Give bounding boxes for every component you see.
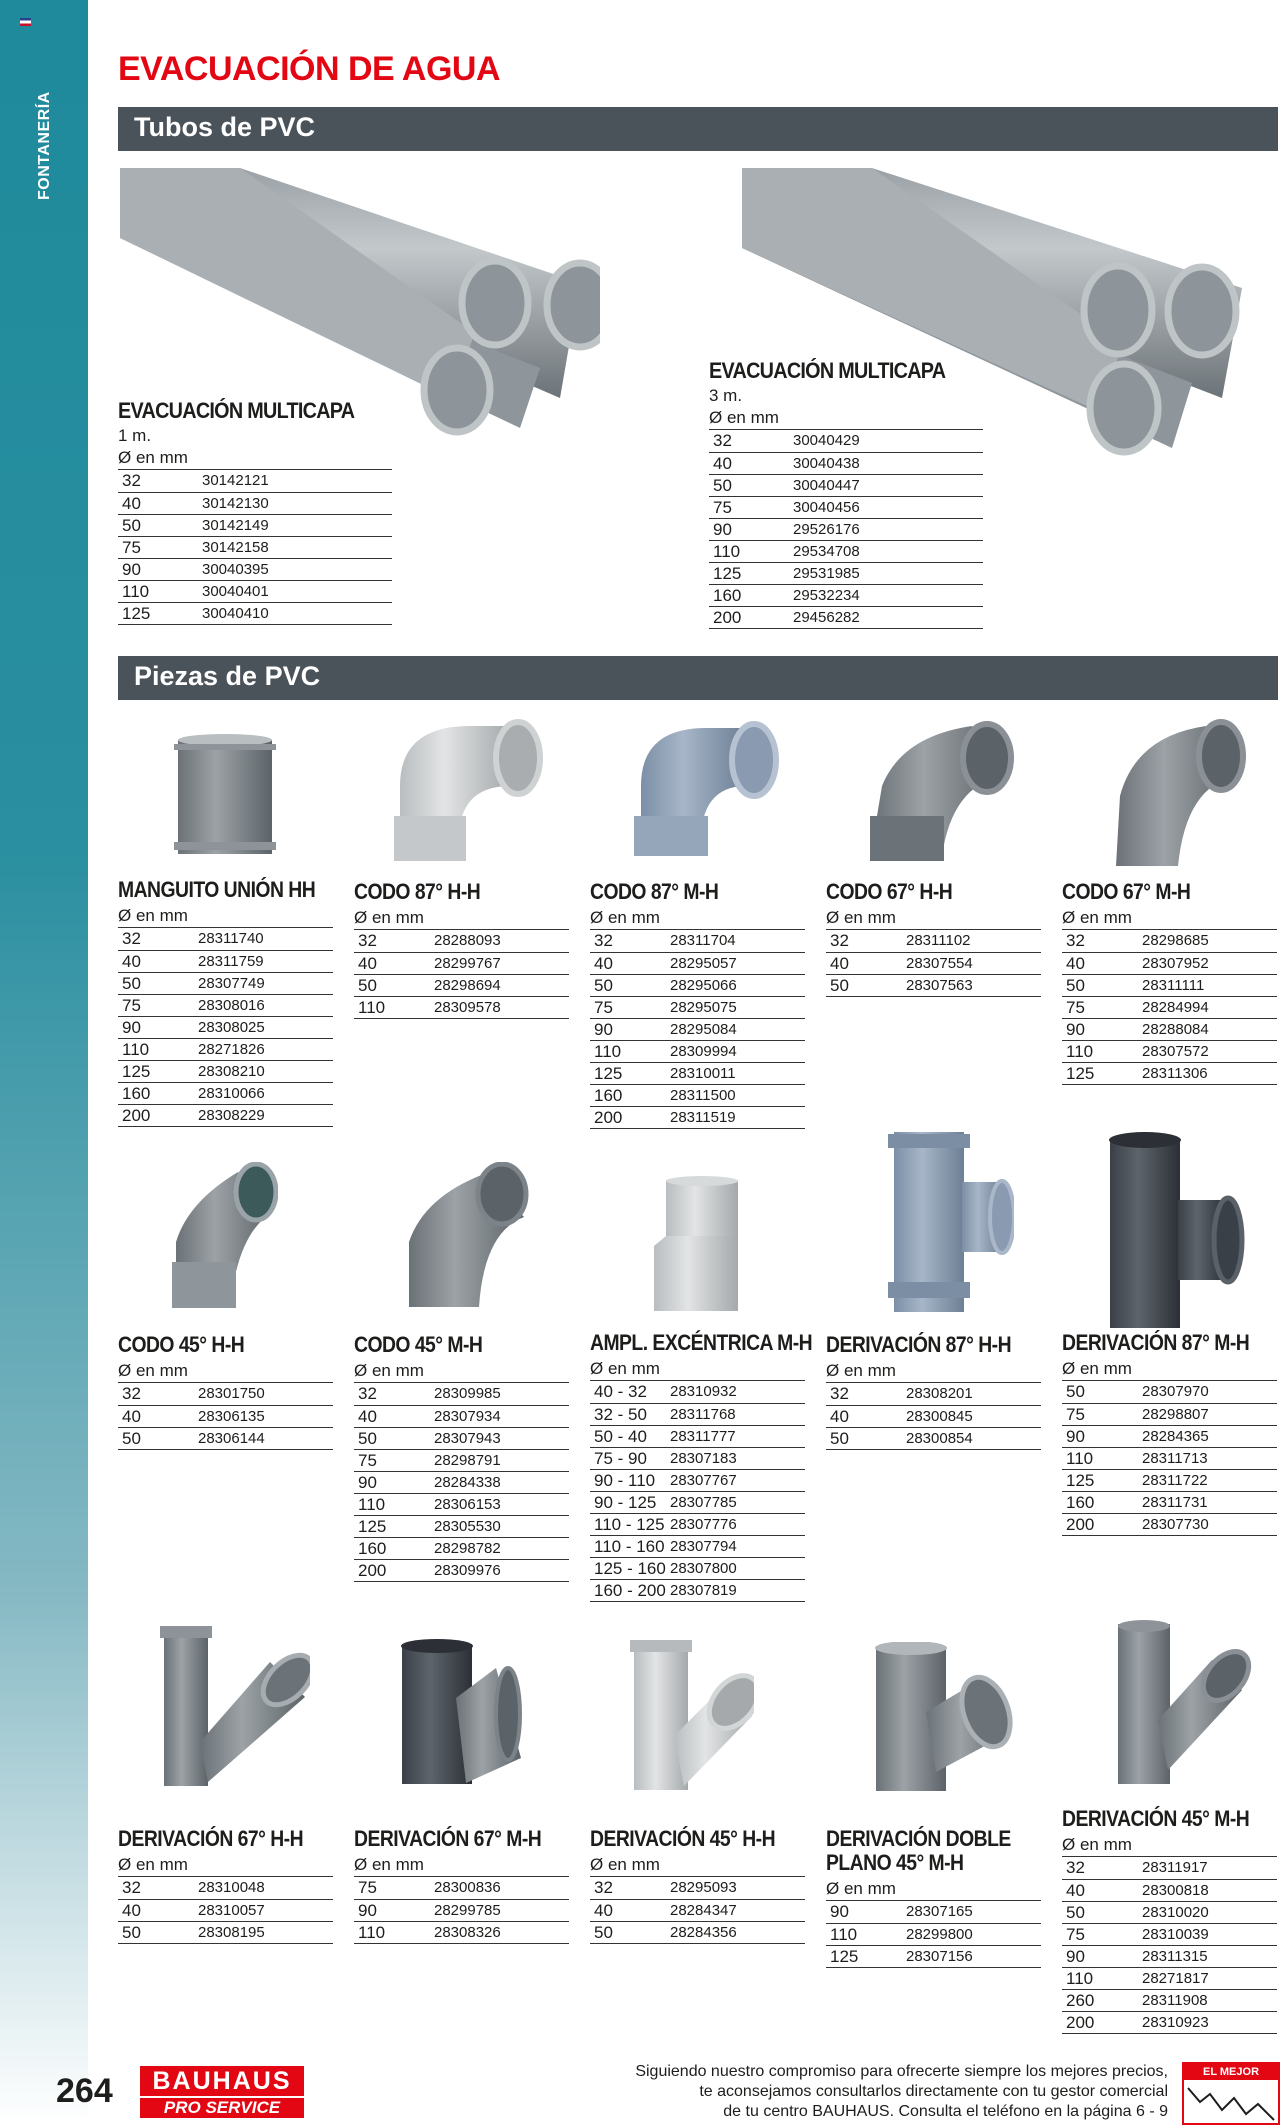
product-title: CODO 67° H-H: [826, 879, 953, 904]
manguito-union-image: [170, 732, 280, 862]
table-row: 110 28271826: [118, 1038, 333, 1060]
table-row: 32 28311102: [826, 930, 1041, 952]
product-codo-67-hh: [826, 880, 1041, 997]
pipe-title: EVACUACIÓN MULTICAPA: [118, 398, 355, 423]
diameter-label: Ø en mm: [826, 1879, 1041, 1901]
pipe-block-3m: [709, 358, 983, 629]
product-code-table: [826, 1901, 1041, 1968]
product-code-table: [590, 930, 805, 1129]
table-row: 90 29526176: [709, 518, 983, 540]
product-title: CODO 45° M-H: [354, 1332, 483, 1357]
table-row: 40 28307952: [1062, 952, 1277, 974]
table-row: 32 28311704: [590, 930, 805, 952]
table-row: 50 28307943: [354, 1427, 569, 1449]
section-bar-tubes: Tubos de PVC: [118, 107, 1278, 151]
table-row: 75 30040456: [709, 496, 983, 518]
product-title: CODO 87° H-H: [354, 879, 481, 904]
table-row: 90 28288084: [1062, 1018, 1277, 1040]
table-row: 50 28300854: [826, 1427, 1041, 1449]
table-row: 32 28301750: [118, 1383, 333, 1405]
derivacion-doble-plano-image: [866, 1642, 1016, 1792]
table-row: 50 28306144: [118, 1427, 333, 1449]
price-chart-icon: [1184, 2080, 1278, 2123]
table-row: 200 28310923: [1062, 2011, 1277, 2033]
diameter-label: Ø en mm: [118, 1855, 333, 1877]
product-derivacion-45-hh: [590, 1827, 805, 1944]
product-code-table: [1062, 930, 1277, 1085]
table-row: 75 28300836: [354, 1877, 569, 1899]
product-title: DERIVACIÓN 87° M-H: [1062, 1330, 1250, 1355]
table-row: 75 28298791: [354, 1449, 569, 1471]
table-row: 160 28311500: [590, 1084, 805, 1106]
footer-disclaimer: [608, 2062, 1168, 2122]
product-derivacion-doble-plano-45-mh: [826, 1827, 1041, 1968]
table-row: 160 - 200 28307819: [590, 1579, 805, 1601]
table-row: 32 28295093: [590, 1877, 805, 1899]
table-row: 90 - 125 28307785: [590, 1491, 805, 1513]
product-manguito-union-hh: [118, 878, 333, 1127]
diameter-label: Ø en mm: [1062, 908, 1277, 930]
table-row: 110 - 160 28307794: [590, 1535, 805, 1557]
diameter-label: Ø en mm: [354, 908, 569, 930]
table-row: 40 28284347: [590, 1899, 805, 1921]
table-row: 110 28308326: [354, 1921, 569, 1943]
table-row: 40 28307934: [354, 1405, 569, 1427]
footer-line-3: de tu centro BAUHAUS. Consulta el teléfono en la página 6 - 9: [723, 2103, 1168, 2120]
table-row: 50 28298694: [354, 974, 569, 996]
footer-line-1: Siguiendo nuestro compromiso para ofrecerte siempre los mejores precios,: [635, 2063, 1168, 2080]
pipe-title: EVACUACIÓN MULTICAPA: [709, 358, 946, 383]
diameter-label: Ø en mm: [354, 1855, 569, 1877]
product-title: CODO 87° M-H: [590, 879, 719, 904]
table-row: 110 28306153: [354, 1493, 569, 1515]
product-title: DERIVACIÓN 45° M-H: [1062, 1806, 1250, 1831]
diameter-label: Ø en mm: [1062, 1359, 1277, 1381]
diameter-label: Ø en mm: [118, 906, 333, 928]
logo-bottom: PRO SERVICE: [140, 2098, 304, 2118]
codo-67-mh-image: [1106, 716, 1246, 871]
derivacion-45-mh-image: [1112, 1620, 1252, 1790]
table-row: 125 28305530: [354, 1515, 569, 1537]
table-row: 40 28307554: [826, 952, 1041, 974]
table-row: 110 30040401: [118, 580, 392, 602]
table-row: 50 28307563: [826, 974, 1041, 996]
table-row: 40 30142130: [118, 492, 392, 514]
product-title: DERIVACIÓN 67° H-H: [118, 1826, 304, 1851]
table-row: 90 28299785: [354, 1899, 569, 1921]
table-row: 110 28271817: [1062, 1967, 1277, 1989]
table-row: 110 29534708: [709, 540, 983, 562]
diameter-label: Ø en mm: [118, 448, 392, 470]
table-row: 75 28295075: [590, 996, 805, 1018]
table-row: 50 28308195: [118, 1921, 333, 1943]
table-row: 110 - 125 28307776: [590, 1513, 805, 1535]
table-row: 40 28300818: [1062, 1879, 1277, 1901]
table-row: 50 28307749: [118, 972, 333, 994]
codo-45-mh-image: [404, 1162, 534, 1312]
table-row: 40 28311759: [118, 950, 333, 972]
table-row: 75 28284994: [1062, 996, 1277, 1018]
table-row: 40 30040438: [709, 452, 983, 474]
product-title: CODO 45° H-H: [118, 1332, 245, 1357]
table-row: 110 28309578: [354, 996, 569, 1018]
table-row: 200 28311519: [590, 1106, 805, 1128]
product-codo-45-hh: [118, 1333, 333, 1450]
product-title: CODO 67° M-H: [1062, 879, 1191, 904]
table-row: 40 28310057: [118, 1899, 333, 1921]
table-row: 40 28306135: [118, 1405, 333, 1427]
codo-87-mh-image: [626, 716, 786, 866]
pipe-length: 1 m.: [118, 426, 152, 445]
table-row: 32 28308201: [826, 1383, 1041, 1405]
product-title-line-1: DERIVACIÓN DOBLE: [826, 1826, 1011, 1851]
product-code-table: [354, 930, 569, 1019]
derivacion-67-mh-image: [396, 1638, 526, 1788]
product-code-table: [354, 1877, 569, 1944]
derivacion-67-hh-image: [160, 1622, 310, 1787]
badge-label: EL MEJOR PRECIO: [1184, 2064, 1278, 2080]
product-title-line-2: PLANO 45° M-H: [826, 1850, 964, 1875]
table-row: 125 28311306: [1062, 1062, 1277, 1084]
table-row: 32 28311917: [1062, 1857, 1277, 1879]
product-title: DERIVACIÓN 45° H-H: [590, 1826, 776, 1851]
table-row: 50 30040447: [709, 474, 983, 496]
flag-icon: [20, 18, 31, 26]
table-row: 90 28284365: [1062, 1425, 1277, 1447]
product-title: MANGUITO UNIÓN HH: [118, 877, 316, 902]
diameter-label: Ø en mm: [590, 908, 805, 930]
table-row: 32 28311740: [118, 928, 333, 950]
table-row: 200 28309976: [354, 1559, 569, 1581]
product-code-table: [826, 930, 1041, 997]
product-codo-45-mh: [354, 1333, 569, 1582]
table-row: 40 28295057: [590, 952, 805, 974]
product-code-table: [1062, 1857, 1277, 2034]
table-row: 50 28295066: [590, 974, 805, 996]
product-codo-87-hh: [354, 880, 569, 1019]
product-title: DERIVACIÓN 67° M-H: [354, 1826, 542, 1851]
table-row: 32 28288093: [354, 930, 569, 952]
diameter-label: Ø en mm: [354, 1361, 569, 1383]
page-number: 264: [56, 2072, 113, 2110]
bauhaus-logo: [140, 2066, 304, 2118]
table-row: 90 28284338: [354, 1471, 569, 1493]
table-row: 50 - 40 28311777: [590, 1425, 805, 1447]
table-row: 75 28308016: [118, 994, 333, 1016]
table-row: 90 28307165: [826, 1901, 1041, 1923]
diameter-label: Ø en mm: [590, 1855, 805, 1877]
codo-67-hh-image: [862, 716, 1022, 866]
table-row: 125 29531985: [709, 562, 983, 584]
sidebar: [0, 0, 88, 2125]
table-row: 160 29532234: [709, 584, 983, 606]
table-row: 32 28310048: [118, 1877, 333, 1899]
table-row: 40 - 32 28310932: [590, 1381, 805, 1403]
diameter-label: Ø en mm: [709, 408, 983, 430]
table-row: 75 28298807: [1062, 1403, 1277, 1425]
product-code-table: [118, 928, 333, 1127]
table-row: 40 28299767: [354, 952, 569, 974]
table-row: 75 30142158: [118, 536, 392, 558]
table-row: 32 30040429: [709, 430, 983, 452]
table-row: 125 28307156: [826, 1945, 1041, 1967]
diameter-label: Ø en mm: [826, 1361, 1041, 1383]
logo-top: BAUHAUS: [140, 2066, 304, 2096]
table-row: 50 28307970: [1062, 1381, 1277, 1403]
table-row: 200 29456282: [709, 606, 983, 628]
product-derivacion-45-mh: [1062, 1807, 1277, 2034]
product-code-table: [826, 1383, 1041, 1450]
table-row: 40 28300845: [826, 1405, 1041, 1427]
table-row: 75 - 90 28307183: [590, 1447, 805, 1469]
product-derivacion-87-mh: [1062, 1331, 1277, 1536]
product-codo-67-mh: [1062, 880, 1277, 1085]
product-derivacion-67-hh: [118, 1827, 333, 1944]
product-code-table: [118, 1383, 333, 1450]
derivacion-45-hh-image: [624, 1636, 754, 1796]
product-code-table: [590, 1877, 805, 1944]
pipe-block-1m: [118, 398, 392, 625]
table-row: 50 30142149: [118, 514, 392, 536]
table-row: 90 30040395: [118, 558, 392, 580]
table-row: 125 - 160 28307800: [590, 1557, 805, 1579]
table-row: 32 28298685: [1062, 930, 1277, 952]
table-row: 200 28307730: [1062, 1513, 1277, 1535]
table-row: 75 28310039: [1062, 1923, 1277, 1945]
pipe-code-table-1m: [118, 470, 392, 625]
table-row: 32 30142121: [118, 470, 392, 492]
diameter-label: Ø en mm: [118, 1361, 333, 1383]
ampl-excentrica-image: [652, 1176, 742, 1316]
page-title: EVACUACIÓN DE AGUA: [118, 50, 501, 88]
table-row: 110 28307572: [1062, 1040, 1277, 1062]
section-bar-pieces: Piezas de PVC: [118, 656, 1278, 700]
derivacion-87-mh-image: [1098, 1130, 1248, 1330]
sidebar-label: FONTANERÍA: [36, 91, 53, 200]
table-row: 110 28311713: [1062, 1447, 1277, 1469]
pipe-code-table-3m: [709, 430, 983, 629]
table-row: 125 28311722: [1062, 1469, 1277, 1491]
product-code-table: [590, 1381, 805, 1602]
table-row: 32 - 50 28311768: [590, 1403, 805, 1425]
table-row: 90 - 110 28307767: [590, 1469, 805, 1491]
table-row: 125 28308210: [118, 1060, 333, 1082]
product-code-table: [1062, 1381, 1277, 1536]
table-row: 200 28308229: [118, 1104, 333, 1126]
table-row: 160 28298782: [354, 1537, 569, 1559]
product-code-table: [354, 1383, 569, 1582]
table-row: 90 28311315: [1062, 1945, 1277, 1967]
product-ampl-excentrica-mh: [590, 1330, 813, 1602]
pipe-length: 3 m.: [709, 386, 743, 405]
diameter-label: Ø en mm: [1062, 1835, 1277, 1857]
diameter-label: Ø en mm: [590, 1359, 805, 1381]
table-row: 110 28309994: [590, 1040, 805, 1062]
product-title: DERIVACIÓN 87° H-H: [826, 1332, 1012, 1357]
codo-45-hh-image: [168, 1162, 278, 1312]
table-row: 125 28310011: [590, 1062, 805, 1084]
table-row: 160 28311731: [1062, 1491, 1277, 1513]
product-derivacion-87-hh: [826, 1333, 1041, 1450]
product-title: AMPL. EXCÉNTRICA M-H: [590, 1330, 813, 1355]
product-code-table: [118, 1877, 333, 1944]
codo-87-hh-image: [390, 716, 550, 866]
table-row: 260 28311908: [1062, 1989, 1277, 2011]
table-row: 125 30040410: [118, 602, 392, 624]
best-price-badge: [1182, 2062, 1280, 2125]
footer-line-2: te aconsejamos consultarlos directamente con tu gestor comercial: [699, 2083, 1168, 2100]
product-codo-87-mh: [590, 880, 805, 1129]
table-row: 32 28309985: [354, 1383, 569, 1405]
table-row: 90 28295084: [590, 1018, 805, 1040]
derivacion-87-hh-image: [874, 1132, 1014, 1312]
diameter-label: Ø en mm: [826, 908, 1041, 930]
table-row: 160 28310066: [118, 1082, 333, 1104]
table-row: 110 28299800: [826, 1923, 1041, 1945]
table-row: 50 28310020: [1062, 1901, 1277, 1923]
table-row: 50 28311111: [1062, 974, 1277, 996]
product-derivacion-67-mh: [354, 1827, 569, 1944]
table-row: 50 28284356: [590, 1921, 805, 1943]
table-row: 90 28308025: [118, 1016, 333, 1038]
